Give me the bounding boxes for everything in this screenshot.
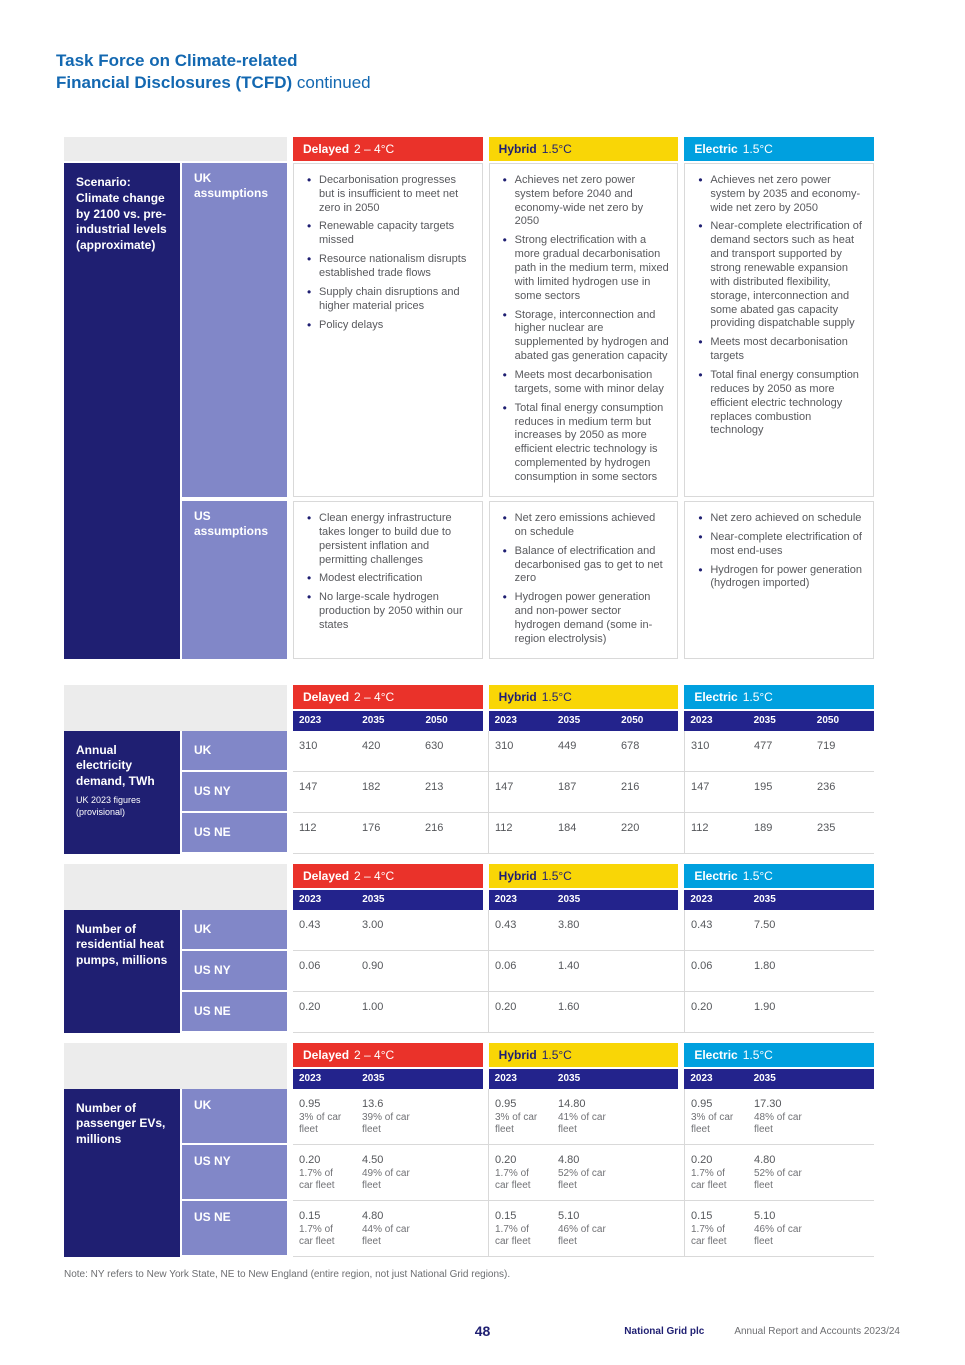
bullet-item: • Achieves net zero power system by 2035 and economy-wide net zero by 2050 [697, 174, 865, 216]
page-number: 48 [474, 1323, 491, 1339]
data-value: 7.50 [754, 918, 776, 931]
table-corner [64, 864, 287, 910]
year-bar-electric [684, 711, 874, 731]
uk-assumptions-row [182, 163, 874, 497]
delayed-values [293, 1089, 482, 1144]
scenario-header-delayed [293, 1043, 483, 1067]
data-value: 187 [558, 780, 577, 793]
data-value: 216 [425, 821, 444, 834]
page-title-line1: Task Force on Climate-related [56, 51, 298, 70]
scenario-name: Delayed [303, 141, 350, 156]
scenario-name: Electric [694, 868, 738, 883]
table-row-us-ny [182, 1145, 874, 1201]
bullet-item: • Supply chain disruptions and higher material prices [306, 286, 474, 314]
scenario-row-group-title [64, 163, 180, 659]
data-cell [293, 1210, 356, 1255]
scenario-header-delayed [293, 685, 483, 709]
data-subvalue: 3% of car fleet [691, 1111, 734, 1136]
year-bar-hybrid [489, 711, 679, 731]
data-subvalue: 49% of car fleet [362, 1167, 410, 1192]
year-label: 2023 [494, 715, 517, 727]
data-value: 3.80 [558, 918, 580, 931]
row-label: US NE [182, 992, 287, 1031]
data-value: 5.10 [754, 1209, 776, 1222]
data-cell [489, 1210, 552, 1255]
data-value: 14.80 [558, 1097, 586, 1110]
row-label: US NY [182, 1145, 287, 1199]
data-value: 176 [362, 821, 381, 834]
bullet-item: • Hydrogen for power generation (hydrogen imported) [697, 564, 865, 592]
scenario-temp: 2 – 4°C [354, 868, 395, 883]
year-label: 2023 [299, 1073, 322, 1085]
row-label: US NE [182, 1201, 287, 1255]
table-corner [64, 137, 287, 161]
row-group-title [64, 910, 180, 1033]
bullet-item: • Net zero achieved on schedule [697, 512, 865, 526]
data-cell [489, 1154, 552, 1199]
data-value: 449 [558, 739, 577, 752]
year-label: 2035 [557, 715, 581, 727]
data-value: 189 [754, 821, 773, 834]
bullet-item: • Clean energy infrastructure takes longer to build due to persistent inflation and permitting challenges [306, 512, 474, 567]
data-subvalue: 3% of car fleet [495, 1111, 538, 1136]
hybrid-values [488, 910, 678, 950]
data-value: 0.20 [495, 1000, 517, 1013]
data-value: 0.20 [495, 1153, 517, 1166]
data-value: 1.60 [558, 1000, 580, 1013]
data-subvalue: 46% of car fleet [558, 1223, 606, 1248]
data-subvalue: 1.7% of car fleet [495, 1167, 531, 1192]
table-subtitle: UK 2023 figures (provisional) [76, 795, 141, 817]
table-row-uk [182, 910, 874, 951]
row-group-title [64, 1089, 180, 1257]
row-label-us-assumptions: US assumptions [182, 501, 287, 659]
data-value: 0.95 [299, 1097, 321, 1110]
bullet-item: • Total final energy consumption reduces by 2050 as more efficient electric technology replaces combustion technology [697, 369, 865, 438]
page-title-continued: continued [292, 73, 371, 93]
data-subvalue: 48% of car fleet [754, 1111, 802, 1136]
data-value: 195 [754, 780, 773, 793]
bullet-item: • Storage, interconnection and higher nuclear are supplemented by hydrogen and abated gas generation capacity [502, 309, 670, 364]
data-value: 216 [621, 780, 640, 793]
scenario-header-row [293, 1043, 874, 1067]
scenario-header-row [293, 137, 874, 161]
scenario-name: Delayed [303, 689, 350, 704]
bullet-item: • Hydrogen power generation and non-power sector hydrogen demand (some in-region electrolysis) [502, 591, 670, 646]
scenario-name: Hybrid [498, 1047, 537, 1062]
hybrid-values [488, 772, 678, 812]
data-value: 0.20 [691, 1000, 713, 1013]
data-value: 184 [558, 821, 577, 834]
scenario-name: Delayed [303, 868, 350, 883]
scenario-temp: 1.5°C [541, 868, 572, 883]
data-subvalue: 44% of car fleet [362, 1223, 410, 1248]
table-corner [64, 685, 287, 731]
table-row-us-ne [182, 992, 874, 1033]
data-value: 1.40 [558, 959, 580, 972]
scenario-name: Hybrid [498, 141, 537, 156]
delayed-values [293, 772, 482, 812]
scenario-header-delayed [293, 864, 483, 888]
scenario-temp: 1.5°C [541, 1047, 572, 1062]
table-row-uk [182, 731, 874, 772]
data-cell [748, 1098, 811, 1143]
uk-delayed-cell [293, 163, 483, 497]
data-value: 5.10 [558, 1209, 580, 1222]
delayed-values [293, 910, 482, 950]
data-value: 0.90 [362, 959, 384, 972]
data-value: 310 [691, 739, 710, 752]
year-bar-hybrid [489, 1069, 679, 1089]
data-value: 0.43 [299, 918, 321, 931]
scenario-temp: 2 – 4°C [354, 1047, 395, 1062]
year-label: 2023 [690, 1073, 713, 1085]
bullet-item: • Net zero emissions achieved on schedule [502, 512, 670, 540]
year-label: 2035 [557, 894, 581, 906]
row-label: US NE [182, 813, 287, 852]
year-label: 2035 [362, 894, 385, 906]
row-label: UK [182, 910, 287, 949]
data-cell [685, 1098, 748, 1143]
data-cell [552, 1210, 615, 1255]
bullet-list [306, 174, 474, 333]
bullet-item: • No large-scale hydrogen production by 2050 within our states [306, 591, 474, 633]
data-value: 0.95 [495, 1097, 517, 1110]
bullet-list [502, 512, 670, 647]
year-label: 2023 [690, 715, 713, 727]
electric-values [684, 813, 874, 853]
bullet-list [502, 174, 670, 485]
year-header-row [293, 711, 874, 731]
bullet-item: • Balance of electrification and decarbonised gas to get to net zero [502, 545, 670, 587]
bullet-item: • Near-complete electrification of most end-uses [697, 531, 865, 559]
year-label: 2035 [753, 1073, 776, 1085]
electric-values [684, 772, 874, 812]
data-value: 0.06 [495, 959, 517, 972]
bullet-list [697, 174, 865, 438]
footnote: Note: NY refers to New York State, NE to New England (entire region, not just National Grid regions). [64, 1268, 511, 1280]
table-row-us-ny [182, 951, 874, 992]
year-bar-delayed [293, 1069, 483, 1089]
bullet-item: • Total final energy consumption reduces in medium term but increases by 2050 as more efficient electric technology is complemented by hydrogen consumption in some sectors [502, 402, 670, 485]
year-bar-hybrid [489, 890, 679, 910]
us-delayed-cell [293, 501, 483, 659]
data-value: 310 [495, 739, 514, 752]
table-header [64, 864, 874, 910]
year-label: 2035 [557, 1073, 581, 1085]
hybrid-values [488, 1145, 678, 1200]
data-cell [489, 1098, 552, 1143]
data-subvalue: 1.7% of car fleet [495, 1223, 531, 1248]
bullet-item: • Modest electrification [306, 572, 474, 586]
table-title: Annual electricity demand, TWh [76, 742, 155, 789]
scenario-temp: 1.5°C [742, 868, 773, 883]
uk-hybrid-cell [489, 163, 679, 497]
data-subvalue: 1.7% of car fleet [691, 1223, 727, 1248]
us-electric-cell [684, 501, 874, 659]
data-value: 719 [817, 739, 836, 752]
year-label: 2050 [425, 715, 448, 727]
year-label: 2023 [299, 894, 322, 906]
scenario-temp: 1.5°C [742, 1047, 773, 1062]
data-subvalue: 46% of car fleet [754, 1223, 802, 1248]
data-subvalue: 3% of car fleet [299, 1111, 342, 1136]
table-title: Number of passenger EVs, millions [76, 1100, 166, 1147]
data-subvalue: 1.7% of car fleet [691, 1167, 727, 1192]
data-value: 0.15 [299, 1209, 321, 1222]
scenario-name: Hybrid [498, 868, 537, 883]
data-value: 310 [299, 739, 318, 752]
year-bar-electric [684, 1069, 874, 1089]
electric-values [684, 1145, 874, 1200]
data-cell [356, 1154, 419, 1199]
data-value: 0.43 [495, 918, 517, 931]
data-value: 4.80 [558, 1153, 580, 1166]
table-header [64, 1043, 874, 1089]
data-cell [748, 1210, 811, 1255]
data-value: 0.95 [691, 1097, 713, 1110]
scenario-header-electric [684, 685, 874, 709]
bullet-list [697, 512, 865, 591]
electric-values [684, 951, 874, 991]
delayed-values [293, 813, 482, 853]
data-value: 112 [299, 821, 317, 834]
footer-company: National Grid plc [624, 1326, 705, 1337]
scenario-header-delayed [293, 137, 483, 161]
hybrid-values [488, 992, 678, 1032]
table-row-us-ny [182, 772, 874, 813]
delayed-values [293, 1201, 482, 1256]
delayed-values [293, 992, 482, 1032]
scenario-temp: 1.5°C [742, 141, 773, 156]
scenario-temp: 1.5°C [541, 141, 572, 156]
electric-values [684, 910, 874, 950]
data-value: 630 [425, 739, 444, 752]
data-subvalue: 52% of car fleet [754, 1167, 802, 1192]
bullet-item: • Resource nationalism disrupts established trade flows [306, 253, 474, 281]
year-label: 2023 [299, 715, 322, 727]
data-cell [293, 1154, 356, 1199]
scenario-header-row [293, 685, 874, 709]
year-bar-delayed [293, 711, 483, 731]
scenario-temp: 2 – 4°C [354, 141, 395, 156]
row-label: UK [182, 731, 287, 770]
data-value: 420 [362, 739, 381, 752]
data-value: 0.20 [691, 1153, 713, 1166]
scenario-name: Hybrid [498, 689, 537, 704]
year-header-row [293, 1069, 874, 1089]
scenario-name: Electric [694, 141, 738, 156]
electricity-demand-table [64, 685, 874, 854]
bullet-item: • Achieves net zero power system before 2040 and economy-wide net zero by 2050 [502, 174, 670, 229]
data-subvalue: 52% of car fleet [558, 1167, 606, 1192]
bullet-item: • Meets most decarbonisation targets [697, 336, 865, 364]
bullet-item: • Decarbonisation progresses but is insufficient to meet net zero in 2050 [306, 174, 474, 216]
year-label: 2035 [362, 715, 385, 727]
table-header [64, 685, 874, 731]
scenario-name: Electric [694, 1047, 738, 1062]
data-cell [552, 1154, 615, 1199]
data-value: 4.50 [362, 1153, 384, 1166]
data-value: 678 [621, 739, 640, 752]
data-cell [293, 1098, 356, 1143]
year-label: 2023 [494, 1073, 517, 1085]
electric-values [684, 1201, 874, 1256]
table-row-uk [182, 1089, 874, 1145]
data-value: 213 [425, 780, 444, 793]
delayed-values [293, 1145, 482, 1200]
data-value: 112 [495, 821, 513, 834]
data-value: 0.20 [299, 1153, 321, 1166]
data-value: 0.06 [691, 959, 713, 972]
us-assumptions-row [182, 501, 874, 659]
data-value: 147 [299, 780, 318, 793]
year-label: 2050 [816, 715, 840, 727]
table-corner [64, 1043, 287, 1089]
bullet-item: • Renewable capacity targets missed [306, 220, 474, 248]
electric-values [684, 992, 874, 1032]
scenario-header-hybrid [489, 685, 679, 709]
scenario-name: Electric [694, 689, 738, 704]
data-value: 477 [754, 739, 773, 752]
passenger-evs-table [64, 1043, 874, 1257]
delayed-values [293, 731, 482, 771]
data-cell [748, 1154, 811, 1199]
data-cell [552, 1098, 615, 1143]
scenario-header-row [293, 864, 874, 888]
data-subvalue: 1.7% of car fleet [299, 1167, 335, 1192]
year-label: 2023 [690, 894, 713, 906]
bullet-item: • Policy delays [306, 319, 474, 333]
scenario-row-group-title-text: Scenario: Climate change by 2100 vs. pre-industrial levels (approximate) [76, 174, 167, 253]
heat-pumps-table [64, 864, 874, 1033]
data-value: 0.15 [691, 1209, 713, 1222]
scenario-header-electric [684, 137, 874, 161]
year-bar-delayed [293, 890, 483, 910]
data-cell [685, 1154, 748, 1199]
data-value: 236 [817, 780, 836, 793]
data-value: 1.00 [362, 1000, 384, 1013]
row-group-title [64, 731, 180, 854]
data-value: 0.43 [691, 918, 713, 931]
data-value: 3.00 [362, 918, 384, 931]
uk-electric-cell [684, 163, 874, 497]
row-label-uk-assumptions: UK assumptions [182, 163, 287, 497]
year-header-row [293, 890, 874, 910]
data-value: 147 [691, 780, 710, 793]
data-value: 4.80 [754, 1153, 776, 1166]
electric-values [684, 1089, 874, 1144]
data-value: 17.30 [754, 1097, 782, 1110]
delayed-values [293, 951, 482, 991]
scenario-temp: 1.5°C [541, 689, 572, 704]
scenario-name: Delayed [303, 1047, 350, 1062]
year-label: 2035 [753, 715, 776, 727]
year-bar-electric [684, 890, 874, 910]
data-value: 0.15 [495, 1209, 517, 1222]
data-value: 1.80 [754, 959, 776, 972]
row-label: UK [182, 1089, 287, 1143]
hybrid-values [488, 813, 678, 853]
data-cell [356, 1210, 419, 1255]
hybrid-values [488, 731, 678, 771]
hybrid-values [488, 951, 678, 991]
scenario-assumptions-table [64, 137, 874, 659]
scenario-temp: 2 – 4°C [354, 689, 395, 704]
data-cell [685, 1210, 748, 1255]
year-label: 2023 [494, 894, 517, 906]
hybrid-values [488, 1201, 678, 1256]
bullet-item: • Strong electrification with a more gradual decarbonisation path in the medium term, mixed with limited hydrogen use in some sectors [502, 234, 670, 303]
data-value: 112 [691, 821, 709, 834]
scenario-temp: 1.5°C [742, 689, 773, 704]
data-cell [356, 1098, 419, 1143]
data-value: 147 [495, 780, 514, 793]
table-row-us-ne [182, 1201, 874, 1257]
row-label: US NY [182, 951, 287, 990]
scenario-header-electric [684, 864, 874, 888]
scenario-header-hybrid [489, 137, 679, 161]
data-value: 235 [817, 821, 836, 834]
footer-report-title: Annual Report and Accounts 2023/24 [734, 1326, 900, 1337]
page-footer [0, 1323, 965, 1341]
hybrid-values [488, 1089, 678, 1144]
data-subvalue: 1.7% of car fleet [299, 1223, 335, 1248]
bullet-item: • Meets most decarbonisation targets, some with minor delay [502, 369, 670, 397]
table-row-us-ne [182, 813, 874, 854]
data-subvalue: 39% of car fleet [362, 1111, 410, 1136]
bullet-list [306, 512, 474, 633]
page-title [56, 50, 965, 95]
data-value: 4.80 [362, 1209, 384, 1222]
data-value: 13.6 [362, 1097, 384, 1110]
scenario-header-hybrid [489, 1043, 679, 1067]
scenario-header-hybrid [489, 864, 679, 888]
data-value: 1.90 [754, 1000, 776, 1013]
year-label: 2050 [621, 715, 644, 727]
scenario-header-electric [684, 1043, 874, 1067]
scenario-table-header [64, 137, 874, 161]
data-value: 220 [621, 821, 640, 834]
year-label: 2035 [753, 894, 776, 906]
table-title: Number of residential heat pumps, millions [76, 921, 168, 968]
data-value: 182 [362, 780, 381, 793]
page-title-line2: Financial Disclosures (TCFD) [56, 73, 293, 93]
year-label: 2035 [362, 1073, 385, 1085]
data-value: 0.06 [299, 959, 321, 972]
data-subvalue: 41% of car fleet [558, 1111, 606, 1136]
us-hybrid-cell [489, 501, 679, 659]
row-label: US NY [182, 772, 287, 811]
data-value: 0.20 [299, 1000, 321, 1013]
electric-values [684, 731, 874, 771]
bullet-item: • Near-complete electrification of demand sectors such as heat and transport supported by strong renewable expansion with distributed flexibility, storage, interconnection and some abated gas capacity providing dispatchable supply [697, 220, 865, 331]
